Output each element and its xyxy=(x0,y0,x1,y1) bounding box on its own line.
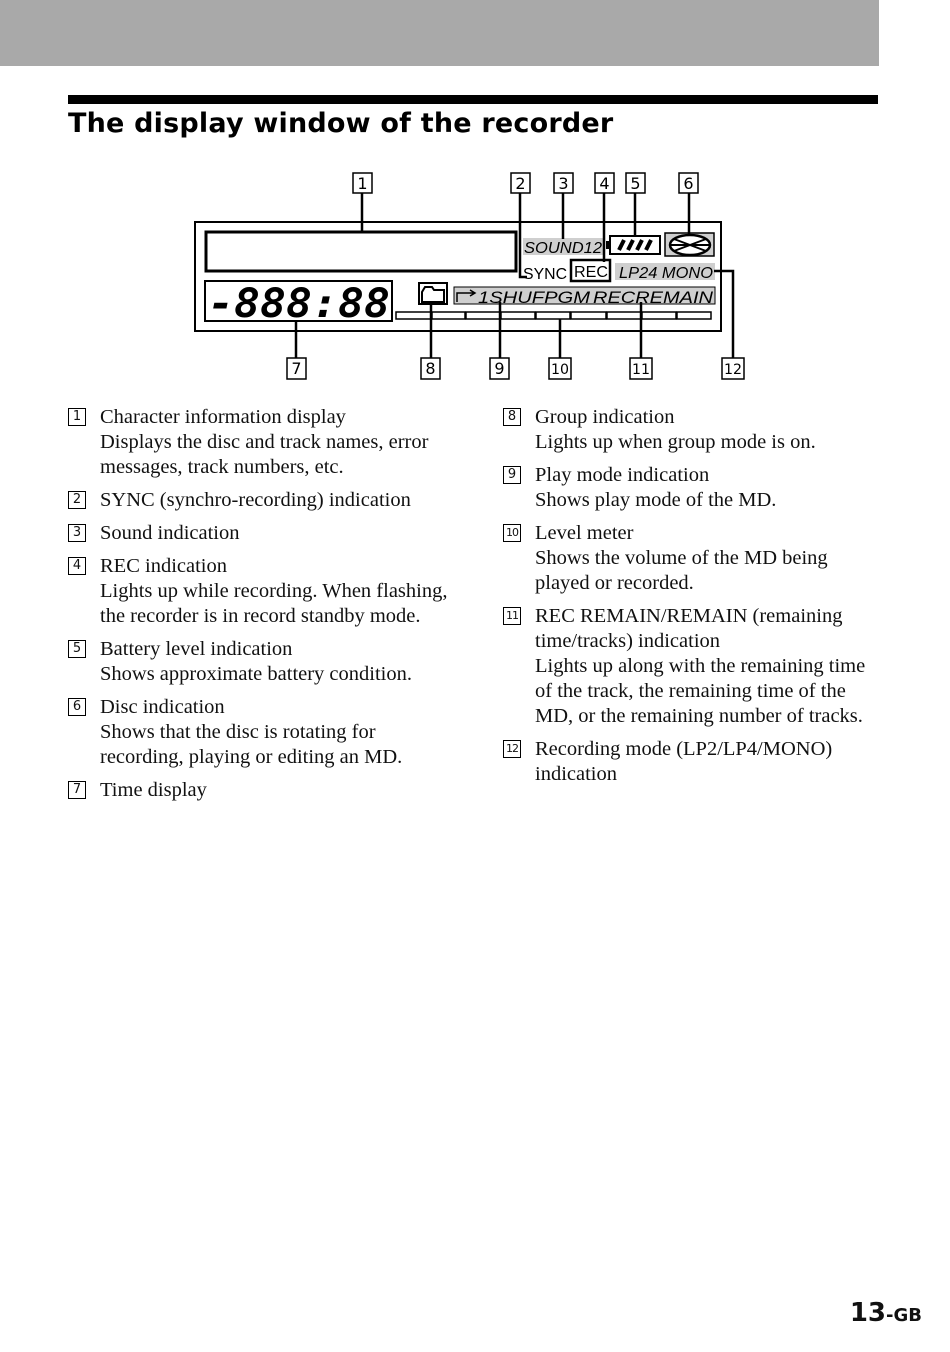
callout-5: 5 xyxy=(630,174,641,193)
callout-8: 8 xyxy=(425,359,436,378)
title-rule xyxy=(68,95,878,104)
callouts-bottom xyxy=(287,358,744,379)
item-number: 7 xyxy=(68,781,86,799)
header-band xyxy=(0,0,879,66)
folder-icon xyxy=(419,283,447,304)
list-item xyxy=(68,695,453,770)
play-mode-text: 1SHUFPGM xyxy=(478,288,591,307)
page-number-suffix: -GB xyxy=(886,1305,922,1326)
callout-11: 11 xyxy=(632,362,650,378)
list-item xyxy=(503,463,878,513)
sound-indicator: SOUND12 xyxy=(524,240,603,257)
item-number: 9 xyxy=(503,466,521,484)
item-number: 10 xyxy=(503,524,521,542)
callout-6: 6 xyxy=(683,174,694,193)
item-title: Play mode indication xyxy=(535,464,710,486)
item-description: Displays the disc and track names, error messages, track numbers, etc. xyxy=(100,431,429,478)
item-description: Lights up along with the remaining time of the track, the remaining time of the MD, or the remaining number of tracks. xyxy=(535,655,866,727)
item-description: Shows play mode of the MD. xyxy=(535,489,777,511)
callout-12: 12 xyxy=(724,362,742,378)
display-diagram xyxy=(0,160,950,390)
callout-1: 1 xyxy=(357,174,368,193)
item-number: 1 xyxy=(68,408,86,426)
rec-indicator: REC xyxy=(574,264,608,281)
item-description: Lights up while recording. When flashing, the recorder is in record standby mode. xyxy=(100,580,448,627)
item-number: 3 xyxy=(68,524,86,542)
list-item xyxy=(68,637,453,687)
item-title: Recording mode (LP2/LP4/MONO) indication xyxy=(535,738,833,785)
item-number: 5 xyxy=(68,640,86,658)
item-title: Group indication xyxy=(535,406,675,428)
page-number xyxy=(850,1298,922,1328)
item-description: Shows that the disc is rotating for recording, playing or editing an MD. xyxy=(100,721,403,768)
item-description: Shows approximate battery condition. xyxy=(100,663,412,685)
item-number: 4 xyxy=(68,557,86,575)
list-item xyxy=(503,521,878,596)
callouts-top xyxy=(353,173,698,193)
list-item xyxy=(503,604,878,729)
item-number: 11 xyxy=(503,607,521,625)
item-description: Shows the volume of the MD being played or recorded. xyxy=(535,547,828,594)
item-title: Sound indication xyxy=(100,522,240,544)
left-item-list xyxy=(68,405,453,811)
item-number: 8 xyxy=(503,408,521,426)
list-item xyxy=(68,778,453,803)
callout-4: 4 xyxy=(599,174,610,193)
item-number: 2 xyxy=(68,491,86,509)
item-title: Level meter xyxy=(535,522,634,544)
callout-2: 2 xyxy=(515,174,526,193)
list-item xyxy=(503,405,878,455)
callout-10: 10 xyxy=(551,362,569,378)
item-title: Character information display xyxy=(100,406,346,428)
page-number-value: 13 xyxy=(849,1298,887,1328)
disc-icon xyxy=(665,233,714,256)
list-item xyxy=(68,488,453,513)
list-item xyxy=(503,737,878,787)
item-title: Time display xyxy=(100,779,207,801)
item-description: Lights up when group mode is on. xyxy=(535,431,816,453)
item-title: Battery level indication xyxy=(100,638,293,660)
list-item xyxy=(68,405,453,480)
item-title: REC REMAIN/REMAIN (remaining time/tracks) indication xyxy=(535,605,843,652)
lp-mono-indicator: LP24 MONO xyxy=(619,265,713,282)
rec-remain-text: RECREMAIN xyxy=(593,288,714,307)
item-title: Disc indication xyxy=(100,696,225,718)
callout-3: 3 xyxy=(558,174,569,193)
callout-7: 7 xyxy=(291,359,302,378)
right-item-list xyxy=(503,405,878,795)
item-number: 6 xyxy=(68,698,86,716)
list-item xyxy=(68,554,453,629)
item-number: 12 xyxy=(503,740,521,758)
sync-indicator: SYNC xyxy=(523,266,567,283)
list-item xyxy=(68,521,453,546)
character-display-area xyxy=(206,232,516,271)
item-title: SYNC (synchro-recording) indication xyxy=(100,489,411,511)
callout-9: 9 xyxy=(494,359,505,378)
page-title: The display window of the recorder xyxy=(68,108,614,139)
battery-icon xyxy=(606,236,660,254)
time-segments: -888:88 xyxy=(208,281,390,327)
item-title: REC indication xyxy=(100,555,227,577)
level-meter xyxy=(396,312,711,319)
